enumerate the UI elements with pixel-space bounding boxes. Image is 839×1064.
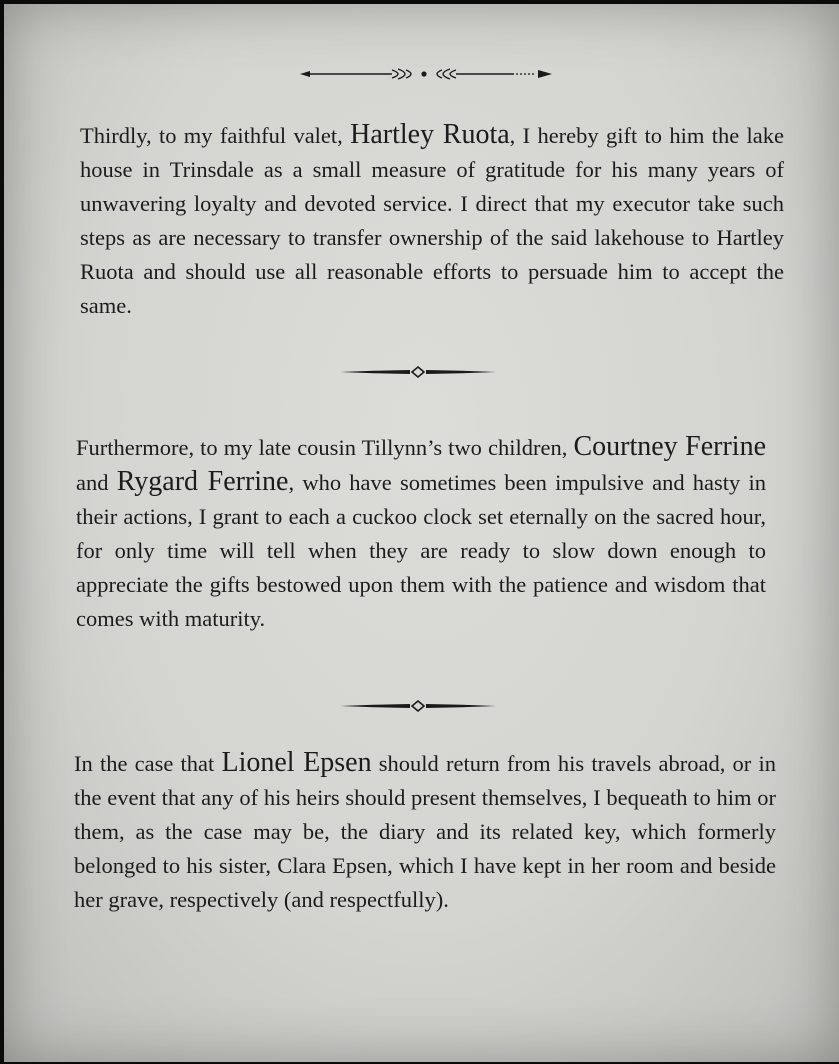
beneficiary-name-hartley-ruota: Hartley Ruota — [350, 119, 510, 150]
document-page — [4, 4, 839, 1062]
paragraph3-text-after: should return from his travels abroad, or in the event that any of his heirs should present themselves, I bequeath to him or them, as the case may be, the diary and its related key, which formerly belonged to his sister, Clara Epsen, which I have kept in her room and beside her grave, respectively (and respectfully). — [74, 751, 776, 912]
beneficiary-name-lionel-epsen: Lionel Epsen — [221, 747, 372, 778]
beneficiary-name-rygard-ferrine: Rygard Ferrine — [116, 466, 289, 497]
paragraph2-joiner: and — [76, 470, 109, 495]
paragraph2-text-after: , who have sometimes been impulsive and hasty in their actions, I grant to each a cuckoo clock set eternally on the sacred hour, for only time will tell when they are ready to slow down enough to appreciate the gifts bestowed upon them with the patience and wisdom that comes with maturity. — [76, 470, 766, 631]
paragraph-ferrine-children — [76, 430, 766, 636]
paragraph1-text-after: , I hereby gift to him the lake house in Trinsdale as a small measure of gratitude for his many years of unwavering loyalty and devoted service. I direct that my executor take such steps as are necessary to transfer ownership of the said lakehouse to Hartley Ruota and should use all reasonable efforts to persuade him to accept the same. — [80, 123, 785, 318]
paragraph2-text-before: Furthermore, to my late cousin Tillynn’s two children, — [76, 435, 568, 460]
paragraph-hartley-ruota — [80, 118, 784, 323]
divider-ornament-2 — [340, 699, 496, 713]
top-ornament — [300, 66, 552, 82]
paragraph1-text-before: Thirdly, to my faithful valet, — [80, 123, 343, 148]
divider-ornament-1 — [340, 365, 496, 379]
paragraph3-text-before: In the case that — [74, 751, 215, 776]
paragraph-lionel-epsen — [74, 746, 776, 917]
beneficiary-name-courtney-ferrine: Courtney Ferrine — [573, 431, 766, 462]
